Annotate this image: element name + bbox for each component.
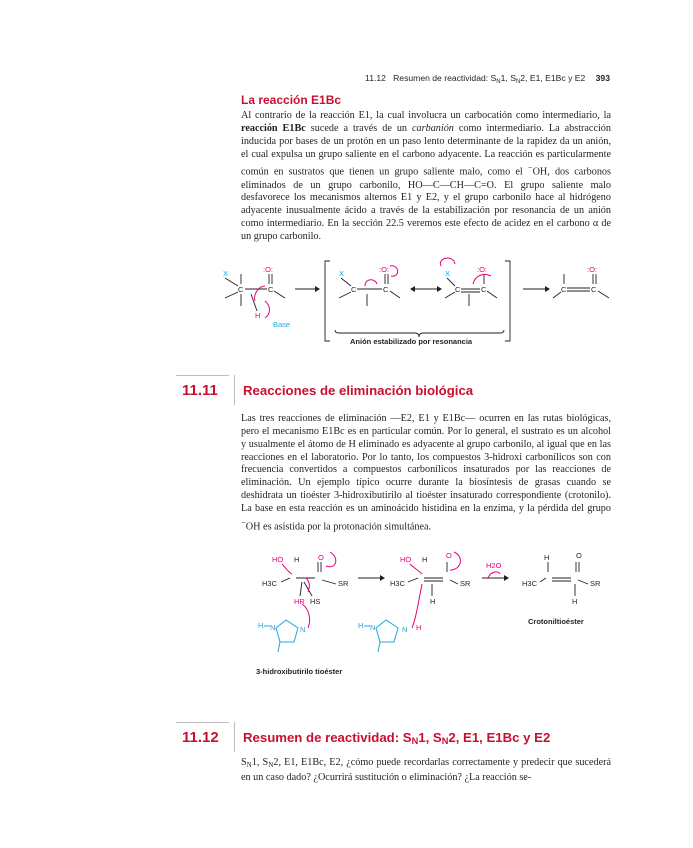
- svg-text:N: N: [300, 625, 306, 634]
- svg-text:H: H: [422, 555, 428, 564]
- water-label: H2O: [486, 561, 502, 570]
- reactivity-summary-paragraph: $S_N1$, $S_N2$, E1, E1Bc, E2, ¿cómo puede recordarlas correctamente y predecir que sucederá en un caso dado? ¿Ocurrirá sustitución o eliminación? ¿La reacción se-: [241, 757, 611, 783]
- svg-text:H: H: [294, 555, 300, 564]
- svg-text:HO: HO: [272, 555, 284, 564]
- svg-text::O:: :O:: [587, 265, 598, 274]
- svg-text:C: C: [591, 285, 597, 294]
- svg-text:SR: SR: [460, 579, 471, 588]
- right-structure-label: Crotoniltioéster: [528, 617, 584, 626]
- resonance-form-2: [440, 258, 497, 306]
- svg-text:H: H: [544, 553, 550, 562]
- left-structure-label: 3-hidroxibutirilo tioéster: [256, 667, 343, 676]
- svg-text::O:: :O:: [477, 265, 488, 274]
- svg-text:C: C: [351, 285, 357, 294]
- svg-text:H: H: [572, 597, 578, 606]
- substrate-structure: [223, 265, 290, 329]
- biological-elimination-paragraph: Las tres reacciones de eliminación —E2, E1 y E1Bc— ocurren en las rutas biológicas, pero el mecanismo E1Bc es en particular común. Por lo general, el sustrato es un alcohol y usualmente el átomo de H eliminado es adyacente al grupo carbonilo, al igual que en las reacciones en el laboratorio. Por lo tanto, los compuestos 3-hidroxi carbonílicos son con frecuencia convertidos a compuestos carbonílicos insaturados por las reacciones de eliminación. Un ejemplo típico ocurre durante la biosíntesis de grasas cuando se deshidrata un tioéster 3-hidroxibutirilo al tioéster insaturado correspondiente (crotonilo). La base en esta reacción es un aminoácido histidina en la enzima, y la pérdida del grupo −OH es asistida por la protonación simultánea.: [241, 413, 611, 533]
- svg-text:C: C: [481, 285, 487, 294]
- svg-text:HO: HO: [400, 555, 412, 564]
- svg-text:H3C: H3C: [522, 579, 538, 588]
- svg-text:O: O: [446, 551, 452, 560]
- leaving-group-x: X: [223, 269, 229, 278]
- section-title: Resumen de reactividad: $S_N1$, $S_N2$, E1, E1Bc y E2: [243, 730, 551, 746]
- svg-text:X: X: [445, 269, 451, 278]
- svg-text:X: X: [339, 269, 345, 278]
- e1bc-mechanism-scheme: [215, 256, 625, 348]
- section-number: 11.12: [182, 729, 219, 746]
- resonance-caption: Anión estabilizado por resonancia: [350, 337, 473, 346]
- svg-text:HS: HS: [310, 597, 321, 606]
- header-section-number: 11.12: [365, 73, 386, 83]
- svg-text:C: C: [268, 285, 274, 294]
- section-title: Reacciones de eliminación biológica: [243, 383, 474, 398]
- svg-text:N: N: [270, 623, 276, 632]
- svg-text:C: C: [383, 285, 389, 294]
- svg-text:H: H: [255, 311, 261, 320]
- svg-text:C: C: [238, 285, 244, 294]
- svg-text:H3C: H3C: [390, 579, 406, 588]
- svg-text::O:: :O:: [263, 265, 274, 274]
- svg-text::O:: :O:: [379, 265, 390, 274]
- svg-text:C: C: [561, 285, 567, 294]
- e1bc-heading: La reacción E1Bc: [241, 93, 342, 107]
- svg-text:SR: SR: [590, 579, 601, 588]
- svg-text:H: H: [416, 623, 422, 632]
- svg-text:HR: HR: [294, 597, 305, 606]
- enolate-intermediate-structure: [390, 551, 471, 628]
- product-structure: [553, 265, 609, 298]
- header-title: Resumen de reactividad: $S_N1$, $S_N2$, E1, E1Bc y E2: [393, 73, 586, 85]
- hydroxybutyryl-thioester-structure: [262, 552, 349, 606]
- svg-text:N: N: [402, 625, 408, 634]
- base-label: Base: [273, 320, 291, 329]
- histidine-base-left: [258, 604, 310, 652]
- e1bc-paragraph: Al contrario de la reacción E1, la cual involucra un carbocatión como intermediario, la reacción E1Bc sucede a través de un carbanión como intermediario. La abstracción inducida por bases de un protón en un paso lento determinante de la rapidez da un anión, el cual expulsa un grupo saliente en el carbono adyacente. La reacción es particularmente común en sustratos que tienen un grupo saliente malo, como el −OH, dos carbonos eliminados de un grupo carbonilo, HO—C—CH—C=O. El grupo saliente malo desfavorece los mecanismos alternos E1 y E2, y el grupo carbonilo hace al hidrógeno adyacente inusualmente ácido a través de la estabilización por resonancia de un anión como intermediario. En la sección 22.5 veremos este efecto de acidez en el carbono α de un grupo carbonilo.: [241, 110, 611, 242]
- svg-text:C: C: [455, 285, 461, 294]
- svg-text:N: N: [370, 623, 376, 632]
- svg-text:SR: SR: [338, 579, 349, 588]
- svg-text:H: H: [430, 597, 436, 606]
- histidine-base-right: [358, 620, 421, 652]
- svg-text:H: H: [358, 621, 364, 630]
- section-number: 11.11: [182, 382, 218, 399]
- section-11-12-heading: [176, 722, 616, 752]
- page-number: 393: [595, 73, 610, 83]
- biological-elimination-scheme: [250, 548, 620, 680]
- svg-text:H: H: [258, 621, 264, 630]
- crotonyl-thioester-structure: [522, 551, 601, 606]
- running-header: [365, 73, 610, 85]
- section-11-11-heading: [176, 375, 616, 405]
- resonance-form-1: [339, 265, 400, 306]
- svg-text:O: O: [576, 551, 582, 560]
- svg-text:O: O: [318, 553, 324, 562]
- svg-text:H3C: H3C: [262, 579, 278, 588]
